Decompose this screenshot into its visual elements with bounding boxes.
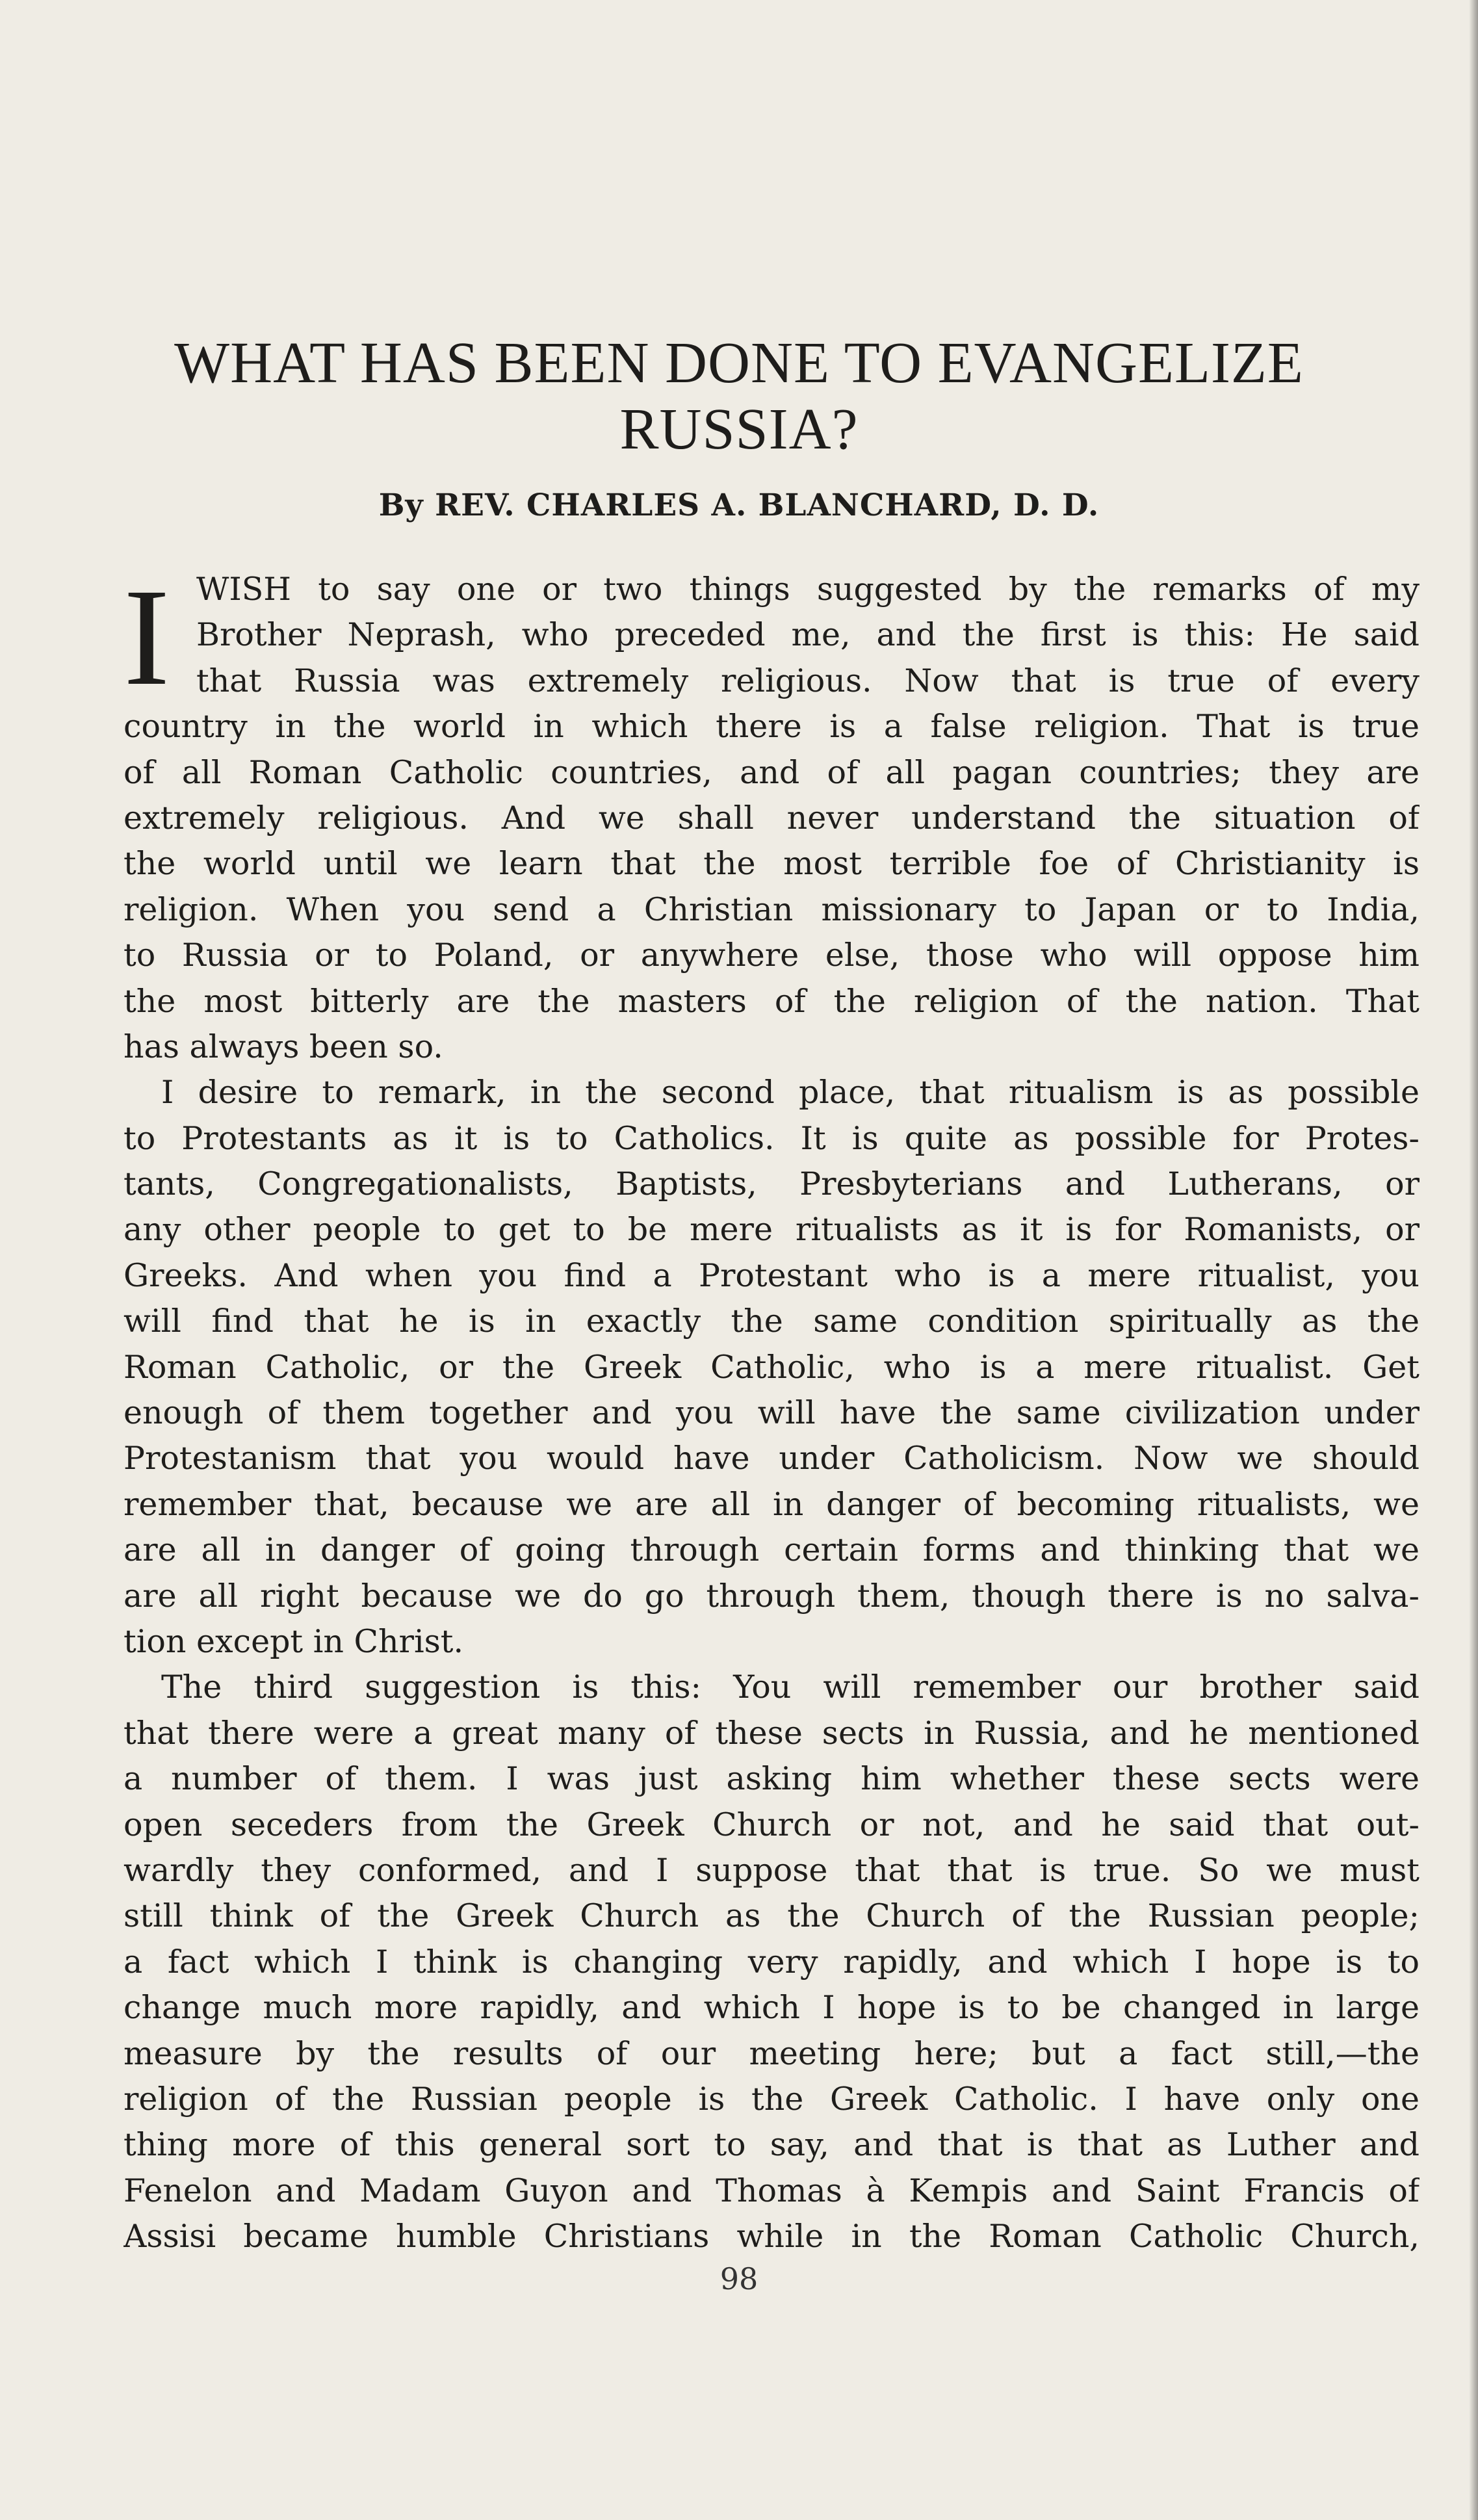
body-line: that Russia was extremely religious. Now that is true of every bbox=[196, 662, 1420, 699]
body-line: to Protestants as it is to Catholics. It is quite as possible for Protes- bbox=[123, 1119, 1420, 1157]
body-line: Brother Neprash, who preceded me, and the first is this: He said bbox=[196, 616, 1420, 654]
body-line: Fenelon and Madam Guyon and Thomas à Kempis and Saint Francis of bbox=[123, 2172, 1420, 2209]
article-body bbox=[123, 560, 1420, 2259]
drop-cap: I bbox=[123, 560, 170, 714]
body-line: Assisi became humble Christians while in the Roman Catholic Church, bbox=[123, 2218, 1420, 2255]
body-line: will find that he is in exactly the same condition spiritually as the bbox=[123, 1303, 1420, 1340]
body-line: any other people to get to be mere ritualists as it is for Romanists, or bbox=[123, 1211, 1420, 1249]
body-line: to Russia or to Poland, or anywhere else, those who will oppose him bbox=[123, 937, 1420, 974]
body-line: a fact which I think is changing very rapidly, and which I hope is to bbox=[123, 1943, 1420, 1981]
article-title: WHAT HAS BEEN DONE TO EVANGELIZE RUSSIA? bbox=[174, 331, 1304, 461]
body-line: Roman Catholic, or the Greek Catholic, who is a mere ritualist. Get bbox=[123, 1348, 1420, 1386]
body-line: measure by the results of our meeting here; but a fact still,—the bbox=[123, 2034, 1420, 2072]
body-line: extremely religious. And we shall never understand the situation of bbox=[123, 799, 1420, 837]
body-line: The third suggestion is this: You will remember our brother said bbox=[161, 1669, 1420, 1706]
body-line: tion except in Christ. bbox=[123, 1622, 464, 1660]
body-line: I desire to remark, in the second place, that ritualism is as possible bbox=[161, 1074, 1420, 1111]
body-line: the most bitterly are the masters of the religion of the nation. That bbox=[123, 982, 1420, 1020]
page-edge-shadow bbox=[1469, 0, 1478, 2520]
body-line: that there were a great many of these sects in Russia, and he mentioned bbox=[123, 1714, 1420, 1752]
page-number: 98 bbox=[720, 2261, 758, 2296]
body-line: wardly they conformed, and I suppose that that is true. So we must bbox=[123, 1851, 1420, 1889]
body-line: Protestanism that you would have under Catholicism. Now we should bbox=[123, 1440, 1420, 1477]
body-line: religion of the Russian people is the Greek Catholic. I have only one bbox=[123, 2080, 1420, 2118]
body-line: thing more of this general sort to say, and that is that as Luther and bbox=[123, 2126, 1420, 2164]
body-line: religion. When you send a Christian missionary to Japan or to India, bbox=[123, 890, 1420, 928]
body-line: country in the world in which there is a false religion. That is true bbox=[123, 708, 1420, 746]
body-line: change much more rapidly, and which I hope is to be changed in large bbox=[123, 1989, 1420, 2027]
body-line: enough of them together and you will have the same civilization under bbox=[123, 1394, 1420, 1432]
body-line: remember that, because we are all in danger of becoming ritualists, we bbox=[123, 1485, 1420, 1523]
body-line: has always been so. bbox=[123, 1028, 443, 1065]
body-line: WISH to say one or two things suggested by the remarks of my bbox=[196, 571, 1420, 608]
body-line: tants, Congregationalists, Baptists, Presbyterians and Lutherans, or bbox=[123, 1165, 1420, 1203]
body-line: open seceders from the Greek Church or not, and he said that out- bbox=[123, 1806, 1420, 1843]
body-line: are all right because we do go through them, though there is no salva- bbox=[123, 1577, 1420, 1615]
article-byline: By REV. CHARLES A. BLANCHARD, D. D. bbox=[378, 487, 1100, 523]
body-line: the world until we learn that the most terrible foe of Christianity is bbox=[123, 845, 1420, 883]
body-line: still think of the Greek Church as the Church of the Russian people; bbox=[123, 1897, 1420, 1935]
body-line: Greeks. And when you find a Protestant who is a mere ritualist, you bbox=[123, 1256, 1420, 1294]
body-line: of all Roman Catholic countries, and of all pagan countries; they are bbox=[123, 753, 1420, 791]
body-line: are all in danger of going through certain forms and thinking that we bbox=[123, 1531, 1420, 1569]
body-line: a number of them. I was just asking him whether these sects were bbox=[123, 1760, 1420, 1798]
